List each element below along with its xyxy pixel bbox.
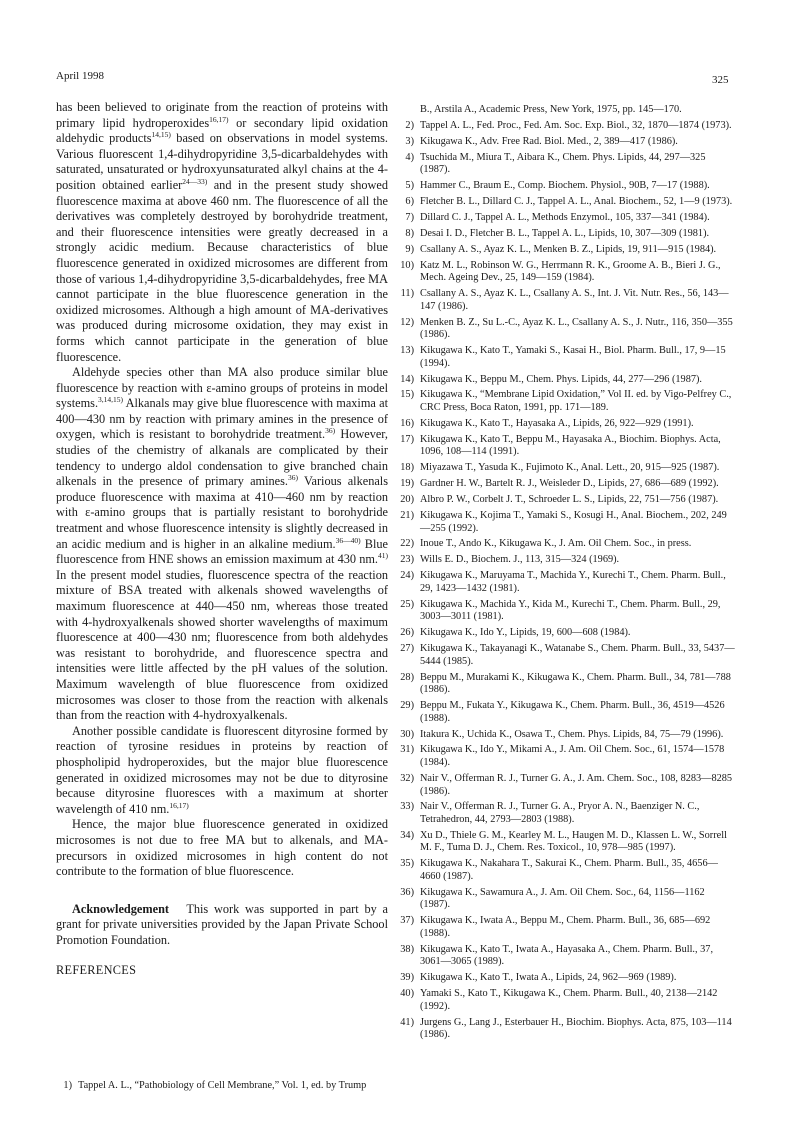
reference-text: Nair V., Offerman R. J., Turner G. A., Pryor A. N., Baenziger N. C., Tetrahedron, 44, 2793—2803 (1988). [420, 801, 700, 825]
reference-item [398, 317, 736, 342]
citation-superscript: 36) [288, 473, 299, 483]
reference-number: 23) [400, 554, 414, 566]
reference-text: Beppu M., Murakami K., Kikugawa K., Chem. Pharm. Bull., 34, 781—788 (1986). [420, 671, 731, 696]
reference-item [398, 510, 736, 535]
body-paragraphs [56, 100, 388, 880]
reference-text: Fletcher B. L., Dillard C. J., Tappel A. L., Anal. Biochem., 52, 1—9 (1973). [420, 196, 733, 208]
body-paragraph [56, 365, 388, 724]
reference-number: 20) [400, 494, 414, 506]
reference-item [398, 627, 736, 640]
reference-number: 12) [400, 316, 414, 328]
reference-number: 31) [400, 744, 414, 756]
reference-text: Xu D., Thiele G. M., Kearley M. L., Haugen M. D., Klassen L. W., Sorrell M. F., Tuma D. J., Chem. Res. Toxicol., 10, 978—985 (1997). [420, 829, 727, 854]
reference-number: 27) [400, 643, 414, 655]
reference-number: 16) [400, 417, 414, 429]
reference-number: 15) [400, 389, 414, 401]
reference-number: 9) [405, 243, 414, 255]
reference-text: Kikugawa K., Takayanagi K., Watanabe S., Chem. Pharm. Bull., 33, 5437—5444 (1985). [420, 643, 735, 667]
reference-number: 40) [400, 988, 414, 1000]
reference-text: Tsuchida M., Miura T., Aibara K., Chem. Phys. Lipids, 44, 297—325 (1987). [420, 151, 706, 176]
reference-number: 6) [405, 196, 414, 208]
paragraph-text: Hence, the major blue fluorescence generated in oxidized microsomes is not due to free MA but to alkenals, and MA-precursors in oxidized microsomes in high content do not contribute to the formation of blue fluorescence. [56, 817, 388, 879]
citation-superscript: 3,14,15) [98, 395, 124, 405]
reference-item [398, 744, 736, 769]
citation-superscript: 14,15) [151, 130, 171, 140]
reference-item [398, 858, 736, 883]
paragraph-text: has been believed to originate from the reaction of proteins with primary lipid hydroperoxides [56, 100, 388, 130]
body-paragraph [56, 817, 388, 879]
reference-number: 10) [400, 259, 414, 271]
reference-number: 34) [400, 829, 414, 841]
reference-number: 5) [405, 180, 414, 192]
reference-text: Nair V., Offerman R. J., Turner G. A., J. Am. Chem. Soc., 108, 8283—8285 (1986). [420, 772, 733, 797]
reference-text: Menken B. Z., Su L.-C., Ayaz K. L., Csallany A. S., J. Nutr., 116, 350—355 (1986). [420, 316, 733, 341]
reference-item [398, 120, 736, 133]
reference-number: 2) [405, 119, 414, 131]
reference-number: 13) [400, 345, 414, 357]
reference-text: Katz M. L., Robinson W. G., Herrmann R. K., Groome A. B., Bieri J. G., Mech. Ageing Dev., 25, 149—159 (1984). [420, 259, 721, 284]
reference-item [398, 389, 736, 414]
citation-superscript: 41) [378, 551, 388, 561]
reference-item [398, 988, 736, 1013]
reference-item [398, 887, 736, 912]
reference-item [398, 462, 736, 475]
page-number: 325 [712, 74, 729, 86]
reference-text: Csallany A. S., Ayaz K. L., Menken B. Z., Lipids, 19, 911—915 (1984). [420, 243, 717, 255]
reference-number: 14) [400, 373, 414, 385]
reference-text: Kikugawa K., Kato T., Hayasaka A., Lipids, 26, 922—929 (1991). [420, 417, 694, 429]
paragraph-text: However, studies of the chemistry of alkanals are complicated by their tendency to undergo aldol condensation to give branched chain alkenals in the presence of primary amines. [56, 427, 388, 489]
reference-item [398, 104, 736, 117]
citation-superscript: 36—40) [335, 535, 361, 545]
reference-number: 11) [400, 288, 414, 300]
paragraph-text: Blue fluorescence from HNE shows an emission maximum at 430 nm. [56, 536, 388, 567]
reference-text: Kikugawa K., Kato T., Beppu M., Hayasaka A., Biochim. Biophys. Acta, 1096, 108—114 (1991). [420, 433, 721, 458]
reference-number: 36) [400, 886, 414, 898]
reference-item [398, 538, 736, 551]
citation-superscript: 16,17) [209, 114, 229, 124]
reference-item [398, 801, 736, 826]
reference-text: Kikugawa K., Beppu M., Chem. Phys. Lipids, 44, 277—296 (1987). [420, 373, 703, 385]
reference-text: Kikugawa K., Iwata A., Beppu M., Chem. Pharm. Bull., 36, 685—692 (1988). [420, 915, 711, 939]
reference-item [398, 554, 736, 567]
reference-item [398, 494, 736, 507]
reference-number: 25) [400, 598, 414, 610]
reference-text: Csallany A. S., Ayaz K. L., Csallany A. S., Int. J. Vit. Nutr. Res., 56, 143—147 (1986). [420, 288, 729, 312]
reference-text: Desai I. D., Fletcher B. L., Tappel A. L., Lipids, 10, 307—309 (1981). [420, 227, 710, 239]
reference-number: 38) [400, 943, 414, 955]
reference-text: Kikugawa K., Ido Y., Mikami A., J. Am. Oil Chem. Soc., 61, 1574—1578 (1984). [420, 744, 725, 769]
reference-text: Kikugawa K., Ido Y., Lipids, 19, 600—608 (1984). [420, 627, 631, 639]
reference-text: B., Arstila A., Academic Press, New York, 1975, pp. 145—170. [420, 104, 682, 115]
reference-number: 35) [400, 858, 414, 870]
paragraph-text: based on observations in model systems. Various fluorescent 1,4-dihydropyridine 3,5-dicarbaldehydes with saturated, unsaturated or hydroxyunsaturated alkyl chains at the 4-position obtained earlier [56, 131, 389, 192]
reference-number: 22) [400, 538, 414, 550]
reference-number: 32) [400, 772, 414, 784]
reference-text: Dillard C. J., Tappel A. L., Methods Enzymol., 105, 337—341 (1984). [420, 211, 710, 223]
reference-number: 3) [405, 135, 414, 147]
references-heading: REFERENCES [56, 963, 137, 978]
reference-number: 28) [400, 671, 414, 683]
reference-item [398, 672, 736, 697]
paragraph-text: Another possible candidate is fluorescent dityrosine formed by reaction of tyrosine residues in proteins by reaction of phospholipid hydroperoxides, but the major blue fluorescence generated in oxidized microsomes may not be due to dityrosine because dityrosine fluoresces with a maximum at shorter wavelength of 410 nm. [56, 723, 388, 816]
reference-item [398, 345, 736, 370]
reference-number: 8) [405, 227, 414, 239]
reference-text: Jurgens G., Lang J., Esterbauer H., Biochim. Biophys. Acta, 875, 103—114 (1986). [420, 1016, 732, 1041]
reference-number: 18) [400, 462, 414, 474]
reference-number: 39) [400, 972, 414, 984]
reference-number: 37) [400, 915, 414, 927]
acknowledgement [56, 902, 388, 949]
reference-item [398, 260, 736, 285]
reference-text: Kikugawa K., Machida Y., Kida M., Kurechi T., Chem. Pharm. Bull., 29, 3003—3011 (1981). [420, 598, 721, 623]
reference-text: Kikugawa K., Kato T., Iwata A., Hayasaka A., Chem. Pharm. Bull., 37, 3061—3065 (1989). [420, 943, 714, 968]
reference-text: Tappel A. L., Fed. Proc., Fed. Am. Soc. Exp. Biol., 32, 1870—1874 (1973). [420, 119, 732, 131]
reference-number: 33) [400, 801, 414, 813]
reference-item [398, 180, 736, 193]
reference-text: Beppu M., Fukata Y., Kikugawa K., Chem. Pharm. Bull., 36, 4519—4526 (1988). [420, 700, 725, 724]
reference-item [398, 1017, 736, 1042]
paragraph-text: Aldehyde species other than MA also produce similar blue fluorescence by reaction with ε-amino groups of proteins in model systems. [56, 365, 388, 411]
reference-number: 17) [400, 433, 414, 445]
reference-item [398, 599, 736, 624]
citation-superscript: 36) [325, 426, 336, 436]
reference-item [398, 773, 736, 798]
reference-item [398, 374, 736, 387]
reference-item [398, 478, 736, 491]
reference-text: Kikugawa K., Kato T., Iwata A., Lipids, 24, 962—969 (1989). [420, 972, 677, 984]
reference-number: 1) [63, 1080, 72, 1091]
reference-number: 24) [400, 570, 414, 582]
reference-item [398, 570, 736, 595]
reference-text: Kikugawa K., Nakahara T., Sakurai K., Chem. Pharm. Bull., 35, 4656—4660 (1987). [420, 858, 718, 882]
reference-item [398, 228, 736, 241]
reference-item [398, 212, 736, 225]
references-column-right [398, 104, 736, 1045]
acknowledgement-heading: Acknowledgement [72, 901, 170, 916]
reference-item [56, 1080, 366, 1093]
reference-item [398, 418, 736, 431]
reference-text: Tappel A. L., “Pathobiology of Cell Membrane,” Vol. 1, ed. by Trump [78, 1080, 367, 1091]
reference-number: 29) [400, 700, 414, 712]
reference-text: Inoue T., Ando K., Kikugawa K., J. Am. Oil Chem. Soc., in press. [420, 538, 692, 550]
reference-item [398, 288, 736, 313]
reference-number: 19) [400, 478, 414, 490]
reference-number: 26) [400, 627, 414, 639]
reference-text: Wills E. D., Biochem. J., 113, 315—324 (1969). [420, 554, 620, 566]
reference-number: 30) [400, 728, 414, 740]
reference-text: Kikugawa K., Maruyama T., Machida Y., Kurechi T., Chem. Pharm. Bull., 29, 1423—1432 (1981). [420, 570, 726, 594]
reference-number: 41) [400, 1016, 414, 1028]
paragraph-text: and in the present study showed fluorescence maxima at above 460 nm. The fluorescence of all the derivatives was completely destroyed by borohydride treatment, and their fluorescence intensities were greatly decreased in a strongly acidic medium. Because characteristics of blue fluorescence generated in oxidized microsomes are different from those of various 1,4-dihydropyridine 3,5-dicarbaldehydes, free MA cannot participate in the blue fluorescence generation in the oxidized microsomes. Although a high amount of MA-derivatives was produced during microsome oxidation, they may exist in forms which cannot participate in the generation of blue fluorescence. [56, 177, 388, 364]
reference-item [398, 729, 736, 742]
acknowledgement-text: This work was supported in part by a grant for private universities provided by the Japan Private School Promotion Foundation. [56, 901, 388, 947]
body-paragraph [56, 100, 388, 365]
reference-text: Kikugawa K., Adv. Free Rad. Biol. Med., 2, 389—417 (1986). [420, 135, 678, 147]
reference-item [398, 152, 736, 177]
reference-number: 21) [400, 509, 414, 521]
reference-item [398, 915, 736, 940]
reference-item [398, 944, 736, 969]
reference-item [398, 643, 736, 668]
reference-text: Albro P. W., Corbelt J. T., Schroeder L. S., Lipids, 22, 751—756 (1987). [420, 494, 719, 506]
paragraph-text: In the present model studies, fluorescence spectra of the reaction mixture of BSA treated with alkenals showed wavelengths of maximum fluorescence at 440—450 nm, whereas those treated with 4-hydroxyalkenals showed shorter wavelengths of maximum fluorescence at 400—430 nm; fluorescence from both aldehydes was resistant to borohydride, and fluorescence spectra and intensities were little affected by the pH values of the solution. Maximum wavelength of blue fluorescence from oxidized microsomes was closer to those from the reaction with alkenals than from the reaction with 4-hydroxyalkenals. [56, 567, 388, 723]
running-header-date: April 1998 [56, 70, 104, 82]
reference-text: Yamaki S., Kato T., Kikugawa K., Chem. Pharm. Bull., 40, 2138—2142 (1992). [420, 988, 718, 1012]
reference-item [398, 434, 736, 459]
citation-superscript: 24—33) [182, 176, 208, 186]
reference-text: Gardner H. W., Bartelt R. J., Weisleder D., Lipids, 27, 686—689 (1992). [420, 478, 719, 490]
reference-number: 4) [405, 151, 414, 163]
reference-item [398, 136, 736, 149]
reference-item [398, 972, 736, 985]
reference-text: Kikugawa K., Sawamura A., J. Am. Oil Chem. Soc., 64, 1156—1162 (1987). [420, 886, 705, 911]
citation-superscript: 16,17) [169, 800, 189, 810]
body-paragraph [56, 724, 388, 818]
reference-text: Itakura K., Uchida K., Osawa T., Chem. Phys. Lipids, 84, 75—79 (1996). [420, 728, 724, 740]
reference-text: Kikugawa K., Kojima T., Yamaki S., Kosugi H., Anal. Biochem., 202, 249—255 (1992). [420, 509, 727, 534]
paragraph-text: Various alkenals produce fluorescence with maxima at 410—460 nm by reaction with ε-amino groups that is partially resistant to borohydride treatment and whose fluorescence intensity is slightly decreased in an acidic medium and is higher in an alkaline medium. [56, 474, 388, 551]
reference-item [398, 244, 736, 257]
body-column-left [56, 100, 388, 979]
reference-item [398, 830, 736, 855]
reference-text: Miyazawa T., Yasuda K., Fujimoto K., Anal. Lett., 20, 915—925 (1987). [420, 462, 720, 474]
reference-item [398, 196, 736, 209]
paragraph-text: Alkanals may give blue fluorescence with maxima at 400—430 nm by reaction with primary amines in the presence of oxygen, which is resistant to borohydride treatment. [56, 396, 388, 442]
reference-number: 7) [405, 211, 414, 223]
reference-text: Kikugawa K., Kato T., Yamaki S., Kasai H., Biol. Pharm. Bull., 17, 9—15 (1994). [420, 345, 726, 369]
reference-item [398, 700, 736, 725]
reference-text: Kikugawa K., “Membrane Lipid Oxidation,” Vol II. ed. by Vigo-Pelfrey C., CRC Press, Boca Raton, 1991, pp. 171—189. [420, 389, 732, 414]
paragraph-text: or secondary lipid oxidation aldehydic products [56, 115, 388, 146]
reference-text: Hammer C., Braum E., Comp. Biochem. Physiol., 90B, 7—17 (1988). [420, 180, 710, 192]
